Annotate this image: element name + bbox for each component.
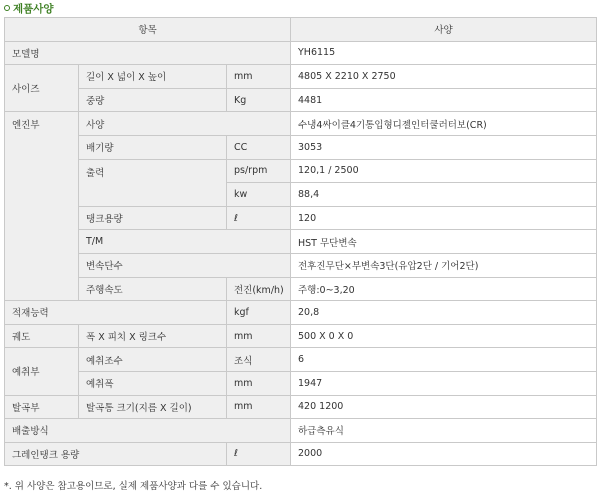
- spec-table: [4, 17, 597, 466]
- group-label: 사이즈: [5, 65, 79, 112]
- row-unit: kw: [227, 183, 291, 207]
- row-unit: 전진(km/h): [227, 277, 291, 301]
- row-item: 예취폭: [79, 371, 227, 395]
- row-value: 120,1 / 2500: [291, 159, 597, 183]
- table-row: [5, 206, 597, 230]
- row-item: 사양: [79, 112, 291, 136]
- header-item: 항목: [5, 18, 291, 42]
- row-label: 배출방식: [5, 419, 291, 443]
- table-row: [5, 348, 597, 372]
- footnote: *. 위 사양은 참고용이므로, 실제 제품사양과 다를 수 있습니다.: [4, 481, 263, 492]
- row-unit: mm: [227, 65, 291, 89]
- row-unit: ps/rpm: [227, 159, 291, 183]
- row-value: 6: [291, 348, 597, 372]
- row-unit: 조식: [227, 348, 291, 372]
- row-unit: ℓ: [227, 206, 291, 230]
- row-unit: mm: [227, 324, 291, 348]
- table-row: [5, 135, 597, 159]
- table-row: [5, 371, 597, 395]
- row-item: 예취조수: [79, 348, 227, 372]
- row-label: 적재능력: [5, 301, 227, 325]
- group-label: 엔진부: [5, 112, 79, 301]
- row-item: 출력: [79, 159, 227, 206]
- header-spec: 사양: [291, 18, 597, 42]
- row-item: 배기량: [79, 135, 227, 159]
- table-row: [5, 277, 597, 301]
- row-value: 88,4: [291, 183, 597, 207]
- row-item: 탱크용량: [79, 206, 227, 230]
- row-value: 하급측유식: [291, 419, 597, 443]
- group-label: 탈곡부: [5, 395, 79, 419]
- table-row: [5, 419, 597, 443]
- table-row: [5, 41, 597, 65]
- row-value: 120: [291, 206, 597, 230]
- row-value: 주행:0~3,20: [291, 277, 597, 301]
- row-unit: mm: [227, 371, 291, 395]
- spec-table-header: [5, 18, 597, 42]
- row-value: 2000: [291, 442, 597, 466]
- group-label: 예취부: [5, 348, 79, 395]
- table-row: [5, 159, 597, 183]
- row-value: YH6115: [291, 41, 597, 65]
- group-label: 궤도: [5, 324, 79, 348]
- row-label: 모델명: [5, 41, 291, 65]
- row-item: 폭 X 피치 X 링크수: [79, 324, 227, 348]
- row-unit: mm: [227, 395, 291, 419]
- row-item: 길이 X 넓이 X 높이: [79, 65, 227, 89]
- row-unit: kgf: [227, 301, 291, 325]
- row-unit: Kg: [227, 88, 291, 112]
- row-item: 중량: [79, 88, 227, 112]
- table-row: [5, 112, 597, 136]
- section-title: [4, 1, 54, 15]
- circle-bullet-icon: [4, 5, 10, 11]
- table-row: [5, 301, 597, 325]
- row-value: 420 1200: [291, 395, 597, 419]
- row-unit: ℓ: [227, 442, 291, 466]
- row-item: 변속단수: [79, 253, 291, 277]
- table-row: [5, 230, 597, 254]
- table-row: [5, 65, 597, 89]
- table-row: [5, 324, 597, 348]
- table-row: [5, 253, 597, 277]
- row-item: T/M: [79, 230, 291, 254]
- section-title-text: 제품사양: [13, 2, 54, 15]
- row-value: 수냉4싸이클4기통입형디젤인터쿨러터보(CR): [291, 112, 597, 136]
- row-value: 500 X 0 X 0: [291, 324, 597, 348]
- row-value: 1947: [291, 371, 597, 395]
- row-item: 주행속도: [79, 277, 227, 301]
- table-row: [5, 88, 597, 112]
- table-row: [5, 442, 597, 466]
- table-row: [5, 395, 597, 419]
- row-unit: CC: [227, 135, 291, 159]
- row-value: 20,8: [291, 301, 597, 325]
- row-value: 4805 X 2210 X 2750: [291, 65, 597, 89]
- row-value: 4481: [291, 88, 597, 112]
- row-value: 3053: [291, 135, 597, 159]
- row-value: 전후진무단×부변속3단(유압2단 / 기어2단): [291, 253, 597, 277]
- row-label: 그레인탱크 용량: [5, 442, 227, 466]
- row-value: HST 무단변속: [291, 230, 597, 254]
- row-item: 탈곡통 크기(지름 X 길이): [79, 395, 227, 419]
